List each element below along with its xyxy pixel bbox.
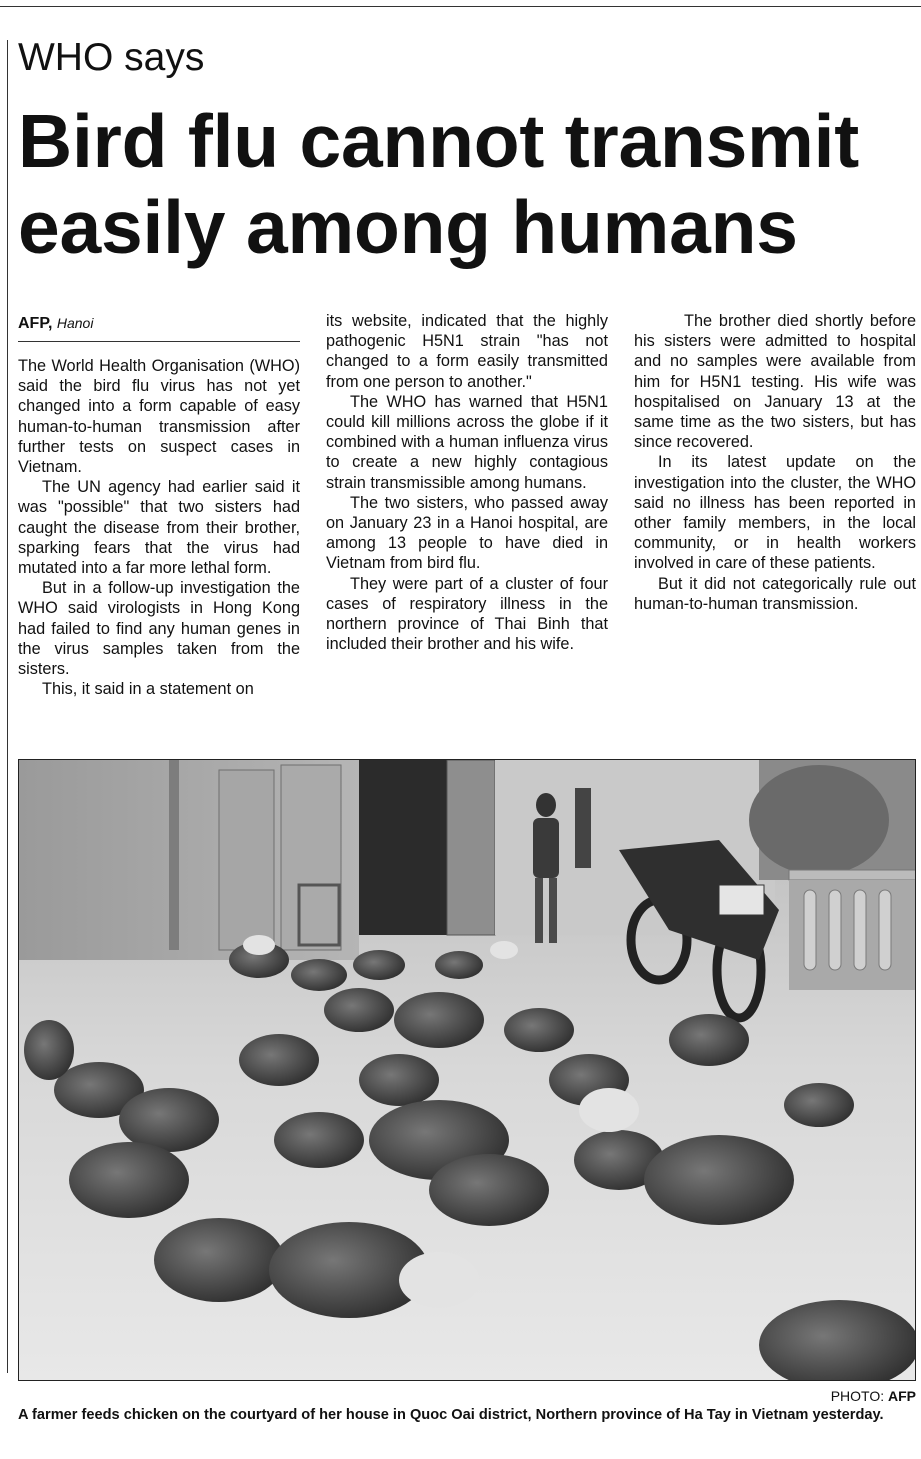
headline-line-2: easily among humans bbox=[18, 185, 798, 269]
top-rule bbox=[0, 6, 921, 7]
article-column-3 bbox=[634, 311, 916, 614]
paragraph: its website, indicated that the highly pathogenic H5N1 strain "has not changed to a form easily transmitted from one person to another." bbox=[326, 312, 608, 391]
byline-agency: AFP, bbox=[18, 315, 53, 332]
paragraph: The WHO has warned that H5N1 could kill millions across the globe if it combined with a human influenza virus to create a new highly contagious strain transmissible among humans. bbox=[326, 392, 608, 492]
paragraph: But it did not categorically rule out human-to-human transmission. bbox=[634, 574, 916, 613]
paragraph: The two sisters, who passed away on January 23 in a Hanoi hospital, are among 13 people to have died in Vietnam from bird flu. bbox=[326, 493, 608, 573]
paragraph: The brother died shortly before his sisters were admitted to hospital and no samples were available from him for H5N1 testing. His wife was hospitalised on January 13 at the same time as the two sisters, but has since recovered. bbox=[634, 312, 916, 452]
byline bbox=[18, 311, 300, 342]
paragraph: The World Health Organisation (WHO) said the bird flu virus has not yet changed into a form capable of easy human-to-human transmission after further tests on suspect cases in Vietnam. bbox=[18, 357, 300, 477]
byline-location: Hanoi bbox=[56, 315, 94, 331]
paragraph: In its latest update on the investigation into the cluster, the WHO said no illness has been reported in other family members, in the local community, or in health workers involved in care of these patients. bbox=[634, 453, 916, 573]
side-rule bbox=[7, 40, 8, 1373]
photo-credit bbox=[831, 1387, 916, 1405]
photo-credit-label: PHOTO: bbox=[830, 1388, 885, 1404]
photo-chickens-courtyard bbox=[19, 760, 916, 1381]
news-photo bbox=[18, 759, 916, 1381]
headline-line-1: Bird flu cannot transmit bbox=[18, 99, 860, 183]
photo-credit-source: AFP bbox=[888, 1388, 916, 1404]
paragraph: But in a follow-up investigation the WHO said virologists in Hong Kong had failed to find any human genes in the virus samples taken from the sisters. bbox=[18, 579, 300, 679]
paragraph: The UN agency had earlier said it was "possible" that two sisters had caught the disease from their brother, sparking fears that the virus had mutated into a far more lethal form. bbox=[18, 478, 300, 578]
headline bbox=[18, 98, 918, 270]
paragraph: They were part of a cluster of four cases of respiratory illness in the northern province of Thai Binh that included their brother and his wife. bbox=[326, 574, 608, 654]
article-column-2 bbox=[326, 311, 608, 654]
kicker: WHO says bbox=[18, 36, 205, 79]
photo-caption: A farmer feeds chicken on the courtyard of her house in Quoc Oai district, Northern province of Ha Tay in Vietnam yesterday. bbox=[18, 1407, 884, 1423]
article-column-1 bbox=[18, 311, 300, 699]
paragraph: This, it said in a statement on bbox=[42, 680, 254, 699]
